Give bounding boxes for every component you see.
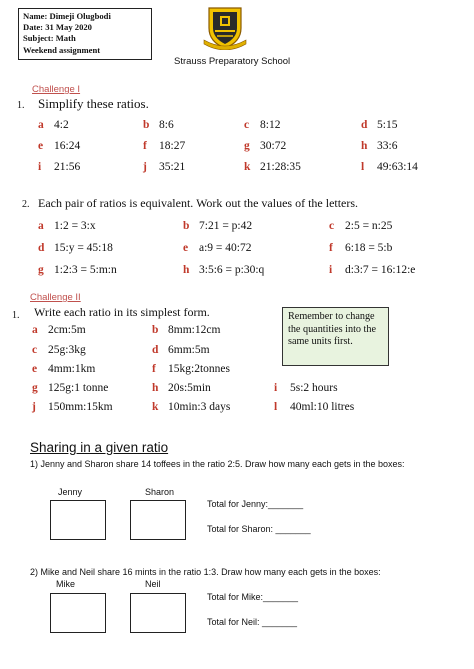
answer-box-neil[interactable] [130,593,186,633]
ratio-item: f 15kg:2tonnes [152,363,230,375]
question-2-number: 2. [22,199,30,210]
student-info-box [18,8,152,60]
problem-2-text: 2) Mike and Neil share 16 mints in the ratio 1:3. Draw how many each gets in the boxes: [30,567,381,577]
box-label-neil: Neil [145,579,161,589]
answer-box-jenny[interactable] [50,500,106,540]
ratio-item: b 8mm:12cm [152,324,221,336]
question-1-text: Write each ratio in its simplest form. [34,305,210,319]
challenge-2-title: Challenge II [30,292,81,303]
ratio-item: e 16:24 [38,140,81,152]
ratio-item: a 1:2 = 3:x [38,220,96,232]
ratio-item: d 6mm:5m [152,344,210,356]
ratio-item: k 21:28:35 [244,161,301,173]
total-mike: Total for Mike:_______ [207,592,299,602]
ratio-item: c 2:5 = n:25 [329,220,393,232]
ratio-item: l 40ml:10 litres [274,401,355,413]
student-name: Name: Dimeji Olugbodi [23,11,111,21]
question-1-text: Simplify these ratios. [38,96,149,111]
ratio-item: j 35:21 [143,161,186,173]
assignment-date: Date: 31 May 2020 [23,22,92,33]
ratio-item: i d:3:7 = 16:12:e [329,264,416,276]
box-label-jenny: Jenny [58,487,83,497]
ratio-item: a 4:2 [38,119,69,131]
ratio-item: k 10min:3 days [152,401,231,413]
challenge-1-title: Challenge I [32,84,81,95]
ratio-item: j 150mm:15km [32,401,113,413]
units-reminder-note: Remember to change the quantities into the same units first. [282,307,389,366]
ratio-item: l 49:63:14 [361,161,418,173]
question-2-text: Each pair of ratios is equivalent. Work out the values of the letters. [38,196,359,210]
assignment-type: Weekend assignment [23,44,101,55]
ratio-item: g 30:72 [244,140,287,152]
ratio-item: i 5s:2 hours [274,382,338,394]
school-name: Strauss Preparatory School [174,56,291,67]
ratio-item: i 21:56 [38,161,81,173]
ratio-item: h 3:5:6 = p:30:q [183,264,265,276]
section-title: Sharing in a given ratio [30,440,169,455]
box-label-mike: Mike [56,579,76,589]
answer-box-sharon[interactable] [130,500,186,540]
question-1-number: 1. [12,310,20,321]
problem-1-text: 1) Jenny and Sharon share 14 toffees in the ratio 2:5. Draw how many each gets in the boxes: [30,459,405,469]
total-sharon: Total for Sharon: _______ [207,524,311,534]
ratio-item: f 6:18 = 5:b [329,242,393,254]
total-neil: Total for Neil: _______ [207,617,298,627]
ratio-item: h 33:6 [361,140,398,152]
ratio-item: e 4mm:1km [32,363,96,375]
total-jenny: Total for Jenny:_______ [207,499,304,509]
ratio-item: f 18:27 [143,140,186,152]
ratio-item: g 125g:1 tonne [32,382,109,394]
question-1-number: 1. [17,100,25,111]
ratio-item: g 1:2:3 = 5:m:n [38,264,117,276]
ratio-item: h 20s:5min [152,382,211,394]
subject: Subject: Math [23,33,76,44]
ratio-item: d 15:y = 45:18 [38,242,113,254]
ratio-item: b 8:6 [143,119,174,131]
ratio-item: c 25g:3kg [32,344,86,356]
ratio-item: a 2cm:5m [32,324,86,336]
ratio-item: d 5:15 [361,119,398,131]
box-label-sharon: Sharon [145,487,175,497]
ratio-item: c 8:12 [244,119,281,131]
ratio-item: e a:9 = 40:72 [183,242,252,254]
answer-box-mike[interactable] [50,593,106,633]
school-crest-icon [203,4,247,50]
ratio-item: b 7:21 = p:42 [183,220,253,232]
